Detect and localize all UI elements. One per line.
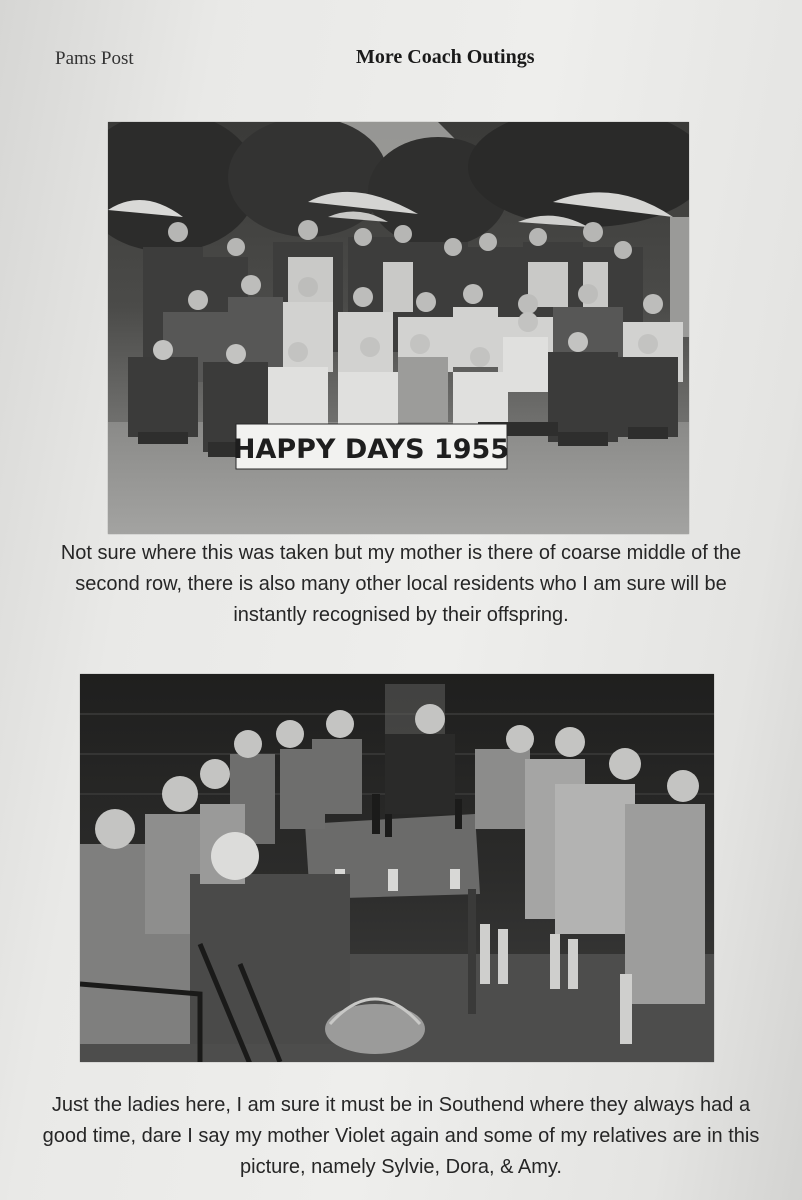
sign-text: HAPPY DAYS 1955 xyxy=(232,434,510,465)
ladies-table-photo-image xyxy=(80,674,714,1062)
group-photo-happy-days xyxy=(108,122,689,534)
page-title: More Coach Outings xyxy=(356,46,535,68)
page-header xyxy=(0,46,802,76)
caption-top-photo: Not sure where this was taken but my mother is there of coarse middle of the second row, there is also many other local residents who I am sure will be instantly recognised by their offspring. xyxy=(60,542,742,626)
publication-name: Pams Post xyxy=(55,48,134,69)
ladies-table-photo xyxy=(80,674,714,1062)
caption-bottom-photo: Just the ladies here, I am sure it must be in Southend where they always had a good time, dare I say my mother Violet again and some of my relatives are in this picture, namely Sylvie, Dora, & Amy. xyxy=(42,1094,760,1178)
group-photo-happy-days-image xyxy=(108,122,689,534)
